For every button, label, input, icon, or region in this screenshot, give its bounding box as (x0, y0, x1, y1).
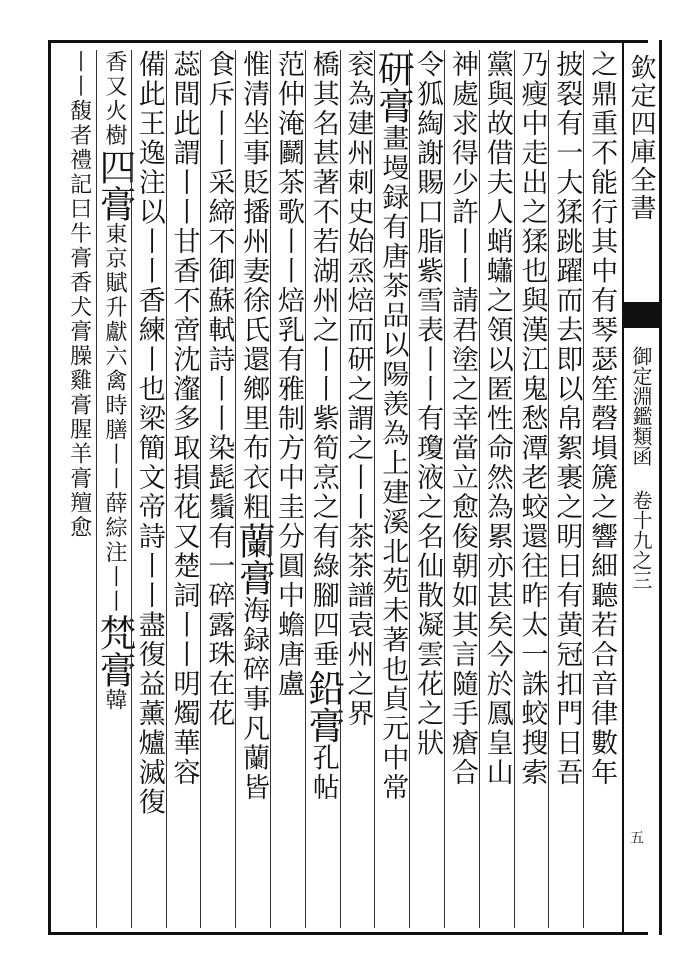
text-column (514, 50, 549, 928)
text-columns (58, 50, 618, 928)
column-tail: 愈 (66, 515, 92, 540)
text-column (301, 50, 345, 928)
column-tail: 韓 (101, 688, 127, 713)
entry-heading: 蘭膏 (232, 522, 276, 596)
text-column (200, 50, 235, 928)
column-text (92, 50, 136, 928)
column-tail: 孔帖 (307, 743, 339, 803)
column-tail: 唐盧 (272, 640, 304, 699)
text-column (444, 50, 479, 928)
entry-heading: 梵膏 (92, 614, 136, 688)
column-body: 食斥丨丨采締不御蘇軾詩丨丨染髭鬚 (203, 50, 235, 522)
column-text: 黨與故借夫人蛸蠨之領以匿性命然為累亦甚矣今於鳳皇山 (481, 50, 513, 788)
column-text (271, 50, 305, 928)
column-text: 令狐綯謝賜口脂紫雪表丨丨有瓊液之名仙散凝雲花之狀 (412, 50, 444, 758)
column-text: 衮為建州刺史始烝焙而研之謂之丨丨茶茶譜袁州之界 (342, 50, 374, 729)
column-text (201, 50, 235, 928)
entry-heading: 研膏 (371, 50, 415, 124)
column-text: 之鼎重不能行其中有琴瑟笙磬塤篪之響細聽若合音律數年 (586, 50, 618, 788)
text-column (131, 50, 166, 928)
entry-heading: 鉛膏 (301, 669, 345, 744)
column-body: 香又火樹 (101, 50, 127, 148)
column-body: 范仲淹鬬茶歌丨丨焙乳有雅制方中圭分圓中蟾 (272, 50, 304, 640)
text-column (548, 50, 583, 928)
column-tail: 東京賦升獻六禽時膳丨丨薛綜注丨丨 (101, 222, 127, 614)
column-text: 備此王逸注以丨丨香練丨也梁簡文帝詩丨丨盡復益薰爐滅復 (133, 50, 165, 817)
side-banner (622, 40, 662, 935)
text-column (232, 50, 276, 928)
column-body: 惟清坐事貶播州妻徐氏還鄉里布衣粗 (238, 50, 270, 522)
column-text (371, 50, 415, 928)
banner-lower (624, 328, 659, 908)
text-column (479, 50, 514, 928)
banner-upper (624, 40, 659, 302)
text-column (583, 50, 618, 928)
column-body: 丨丨馥 (66, 50, 92, 124)
text-column (61, 50, 96, 928)
text-column (340, 50, 375, 928)
column-text: 乃瘦中走出之猱也與漢江鬼愁潭老蛟還往昨太一誅蛟搜索 (516, 50, 548, 788)
column-text: 披裂有一大猱跳躍而去即以帛絮裹之明日有黄冠扣門日吾 (551, 50, 583, 788)
banner-subtitle: 御定淵鑑類函 卷十九之三 (629, 346, 653, 590)
text-column (166, 50, 201, 928)
column-text (62, 50, 96, 928)
column-tail: 海録碎事凡蘭皆 (238, 596, 270, 803)
text-column (92, 50, 136, 928)
column-text (232, 50, 276, 928)
banner-title: 欽定四庫全書 (626, 54, 656, 222)
column-text: 蕊間此謂丨丨甘香不啻沈瀣多取損花又楚詞丨丨明燭華容 (168, 50, 200, 788)
column-body: 橋其名甚著不若湖州之丨丨紫筍烹之有綠腳四垂 (307, 50, 339, 670)
column-trail: 者禮記曰牛膏香犬膏臊雞膏腥羊膏羶 (66, 123, 92, 516)
column-tail: 有一碎露珠在花 (203, 522, 235, 729)
fish-tail-mark (624, 302, 659, 328)
column-text (301, 50, 345, 928)
text-column (270, 50, 305, 928)
page-number: 五 (628, 830, 644, 844)
text-column (409, 50, 444, 928)
text-column (371, 50, 415, 928)
entry-heading: 四膏 (92, 148, 136, 222)
column-text: 神處求得少許丨丨請君塗之幸當立愈俊朝如其言隨手瘡合 (446, 50, 478, 788)
column-body: 畫墁録有唐茶品以陽羡為上建溪北苑未著也貞元中常 (377, 124, 409, 803)
